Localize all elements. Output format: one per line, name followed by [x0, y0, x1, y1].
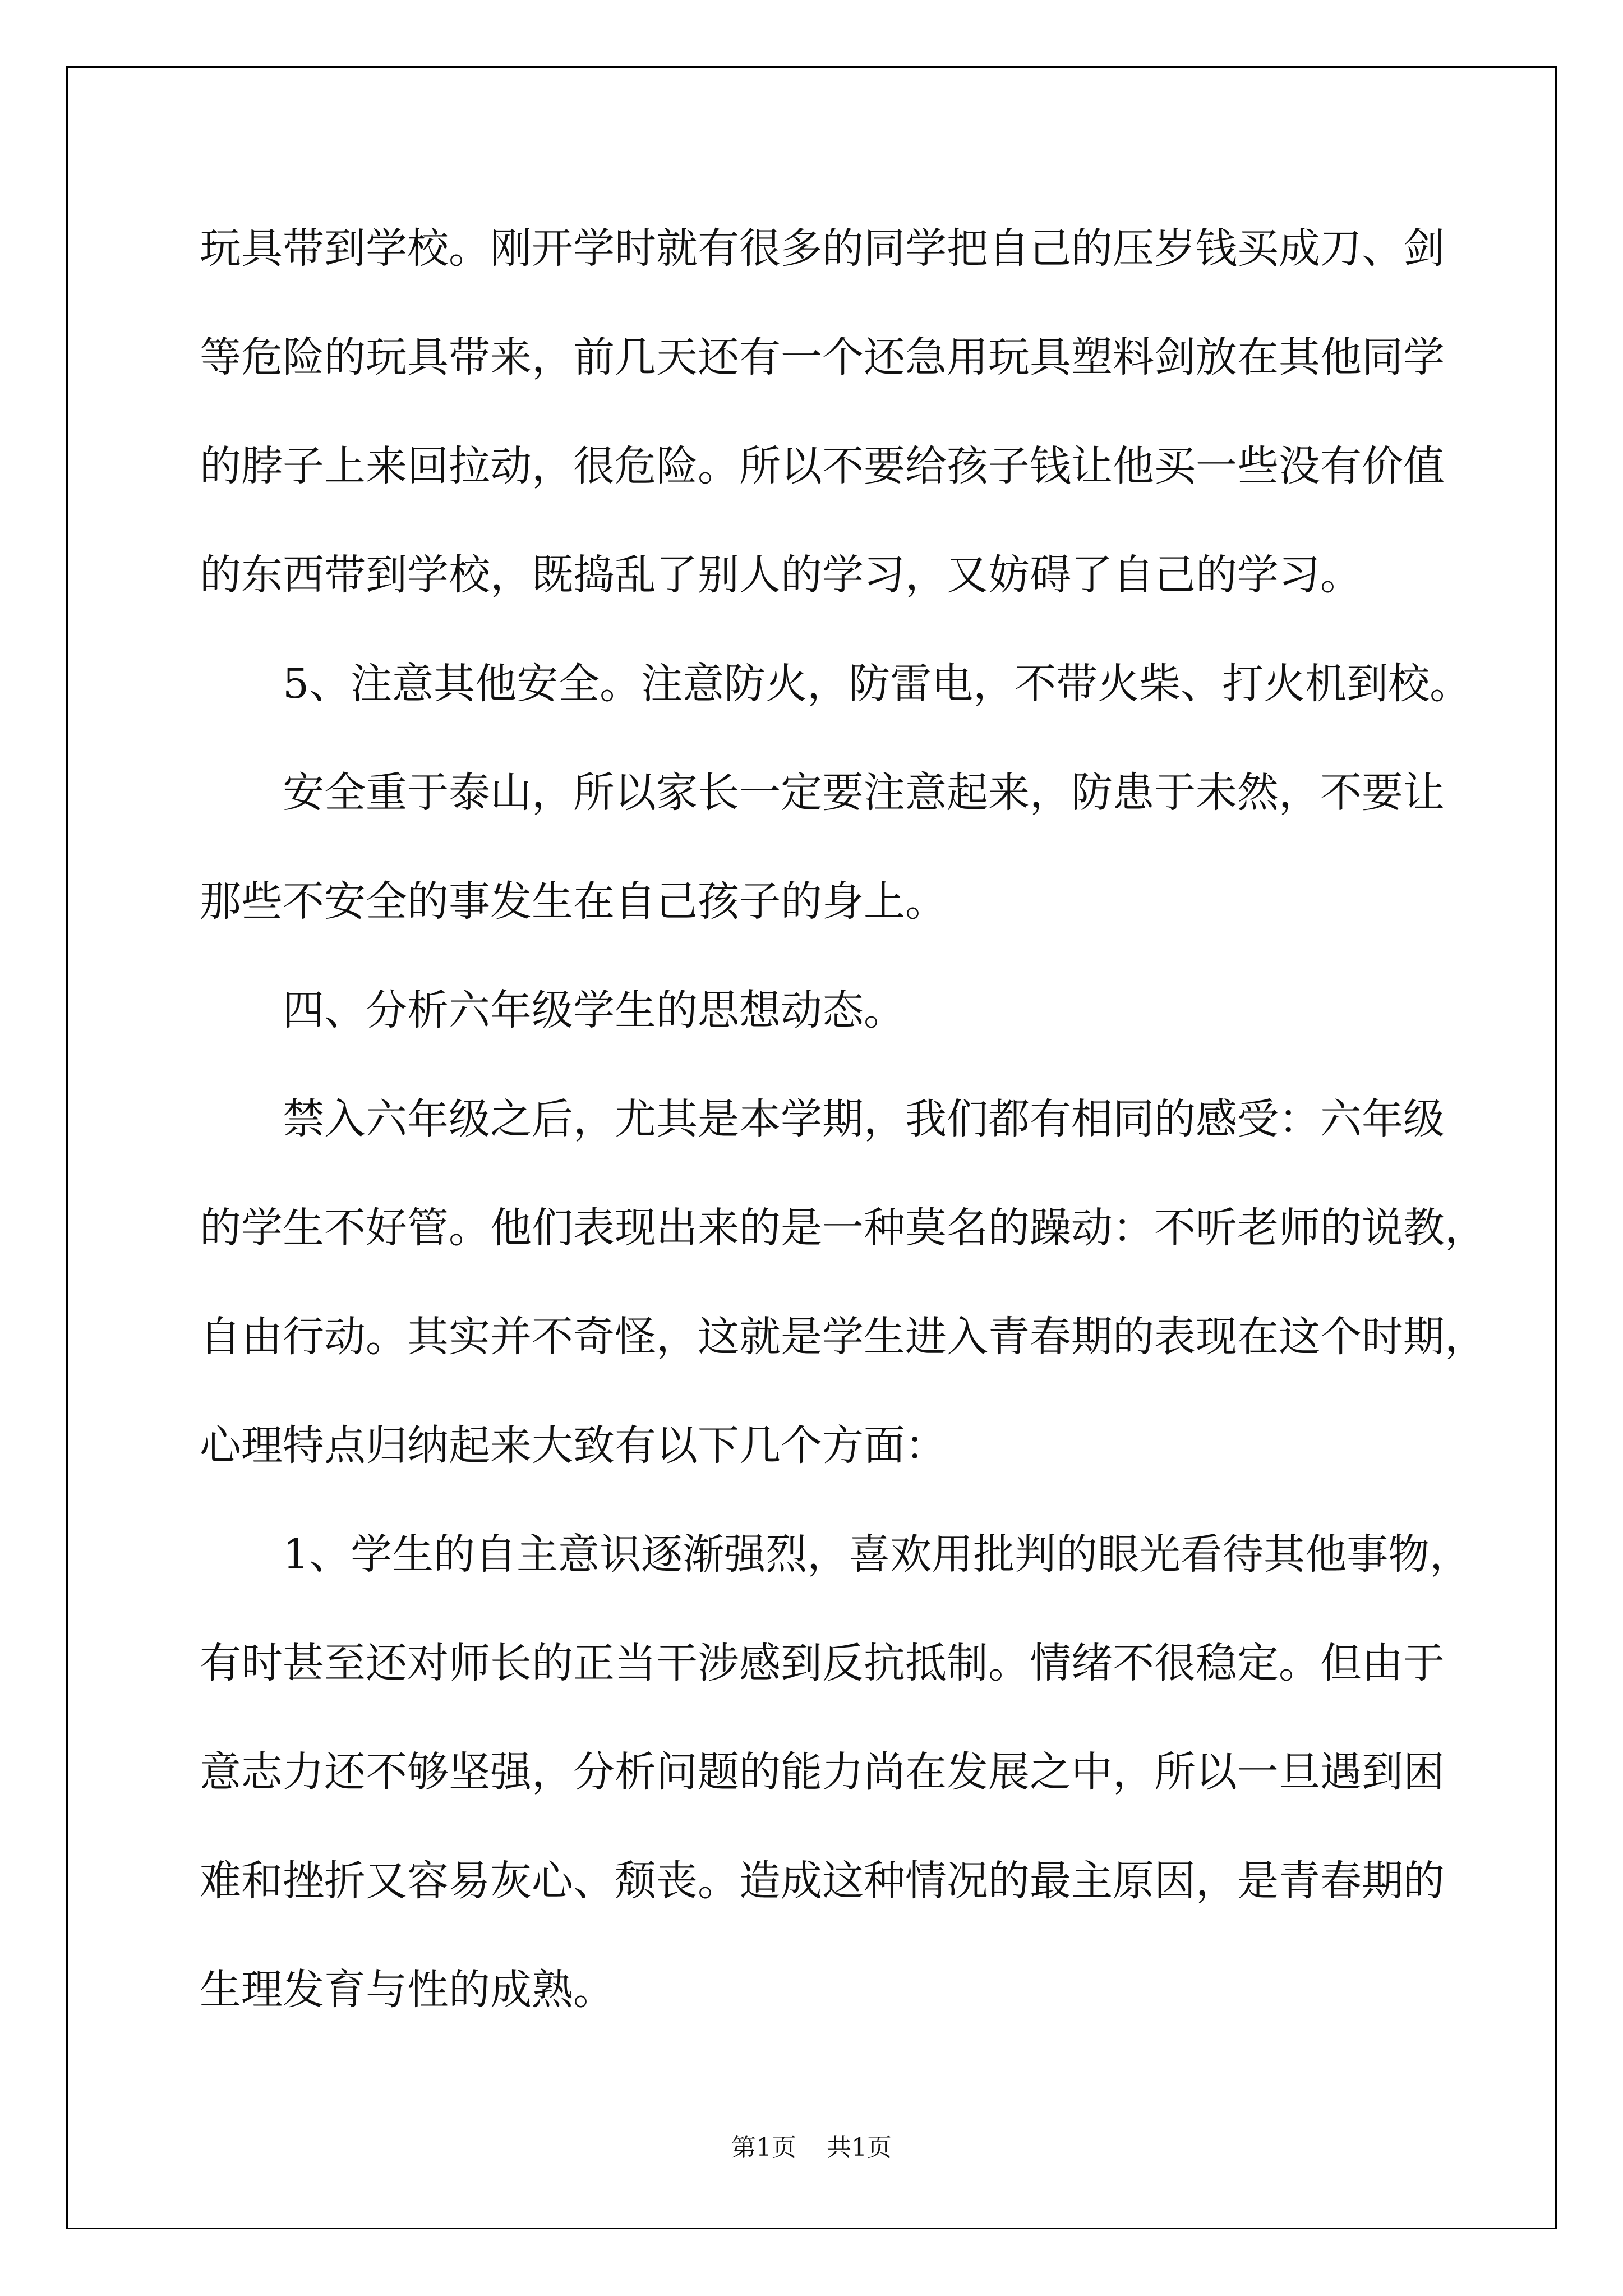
- text-line: 自由行动。其实并不奇怪，这就是学生进入青春期的表现在这个时期，: [200, 1313, 1486, 1361]
- text-line: 等危险的玩具带来，前几天还有一个还急用玩具塑料剑放在其他同学: [200, 333, 1445, 381]
- text-line: 1、学生的自主意识逐渐强烈，喜欢用批判的眼光看待其他事物，: [283, 1530, 1472, 1579]
- page-number-total: 共1页: [827, 2133, 892, 2162]
- text-line: 安全重于泰山，所以家长一定要注意起来，防患于未然，不要让: [283, 769, 1445, 817]
- text-line: 的学生不好管。他们表现出来的是一种莫名的躁动：不听老师的说教，: [200, 1204, 1486, 1252]
- text-line: 四、分析六年级学生的思想动态。: [283, 986, 905, 1034]
- text-line: 的东西带到学校，既捣乱了别人的学习，又妨碍了自己的学习。: [200, 551, 1362, 599]
- text-line: 意志力还不够坚强，分析问题的能力尚在发展之中，所以一旦遇到困: [200, 1748, 1445, 1796]
- text-line: 难和挫折又容易灰心、颓丧。造成这种情况的最主原因，是青春期的: [200, 1857, 1445, 1905]
- document-body: [200, 194, 1486, 2044]
- text-line: 心理特点归纳起来大致有以下几个方面：: [200, 1421, 947, 1470]
- text-line: 的脖子上来回拉动，很危险。所以不要给孩子钱让他买一些没有价值: [200, 442, 1445, 490]
- page-number-current: 第1页: [731, 2133, 796, 2162]
- text-line: 玩具带到学校。刚开学时就有很多的同学把自己的压岁钱买成刀、剑: [200, 224, 1445, 273]
- text-line: 禁入六年级之后，尤其是本学期，我们都有相同的感受：六年级: [283, 1095, 1445, 1143]
- text-line: 有时甚至还对师长的正当干涉感到反抗抵制。情绪不很稳定。但由于: [200, 1639, 1445, 1687]
- text-line: 5、注意其他安全。注意防火，防雷电，不带火柴、打火机到校。: [283, 660, 1472, 708]
- text-line: 那些不安全的事发生在自己孩子的身上。: [200, 877, 947, 926]
- page-footer: [0, 2127, 1623, 2163]
- text-line: 生理发育与性的成熟。: [200, 1966, 615, 2014]
